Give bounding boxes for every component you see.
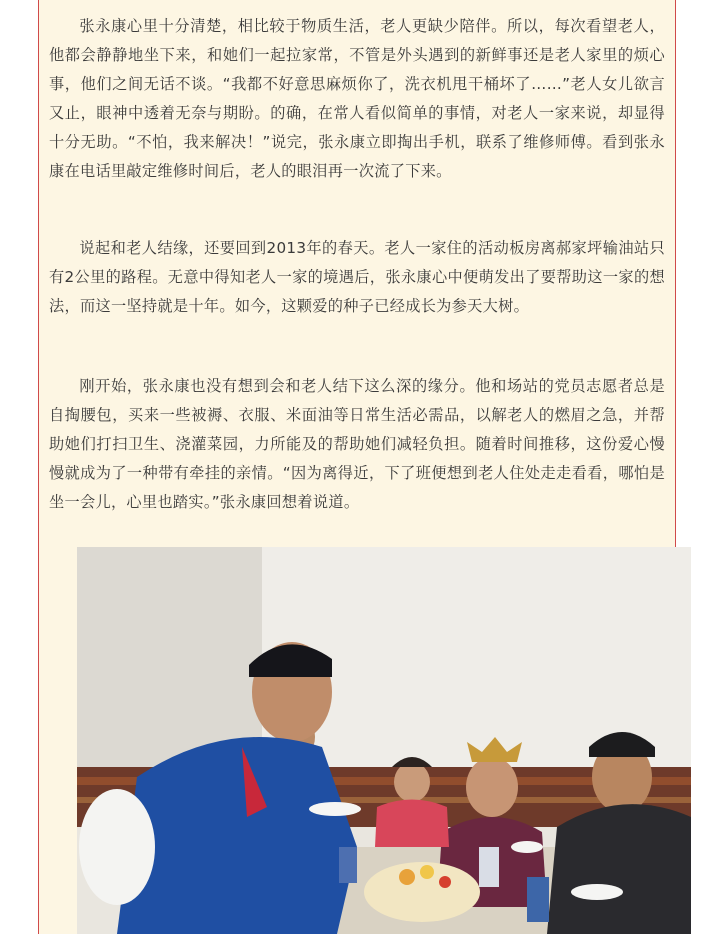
photo-illustration	[77, 547, 691, 934]
paragraph-3: 刚开始，张永康也没有想到会和老人结下这么深的缘分。他和场站的党员志愿者总是自掏腰包，买来一些被褥、衣服、米面油等日常生活必需品，以解老人的燃眉之急，并帮助她们打扫卫生、浇灌菜园，力所能及的帮助她们减轻负担。随着时间推移，这份爱心慢慢就成为了一种带有牵挂的亲情。“因为离得近，下了班便想到老人住处走走看看，哪怕是坐一会儿，心里也踏实。”张永康回想着说道。	[49, 377, 665, 511]
paragraph-1: 张永康心里十分清楚，相比较于物质生活，老人更缺少陪伴。所以，每次看望老人，他都会静静地坐下来，和她们一起拉家常，不管是外头遇到的新鲜事还是老人家里的烦心事，他们之间无话不谈。“我都不好意思麻烦你了，洗衣机甩干桶坏了……”老人女儿欲言又止，眼神中透着无奈与期盼。的确，在常人看似简单的事情，对老人一家来说，却显得十分无助。“不怕，我来解决！”说完，张永康立即掏出手机，联系了维修师傅。看到张永康在电话里敲定维修时间后，老人的眼泪再一次流了下来。	[49, 17, 665, 180]
article-photo	[77, 547, 691, 934]
paragraph-2: 说起和老人结缘，还要回到2013年的春天。老人一家住的活动板房离郝家坪输油站只有2公里的路程。无意中得知老人一家的境遇后，张永康心中便萌发出了要帮助这一家的想法，而这一坚持就是十年。如今，这颗爱的种子已经成长为参天大树。	[49, 239, 665, 315]
